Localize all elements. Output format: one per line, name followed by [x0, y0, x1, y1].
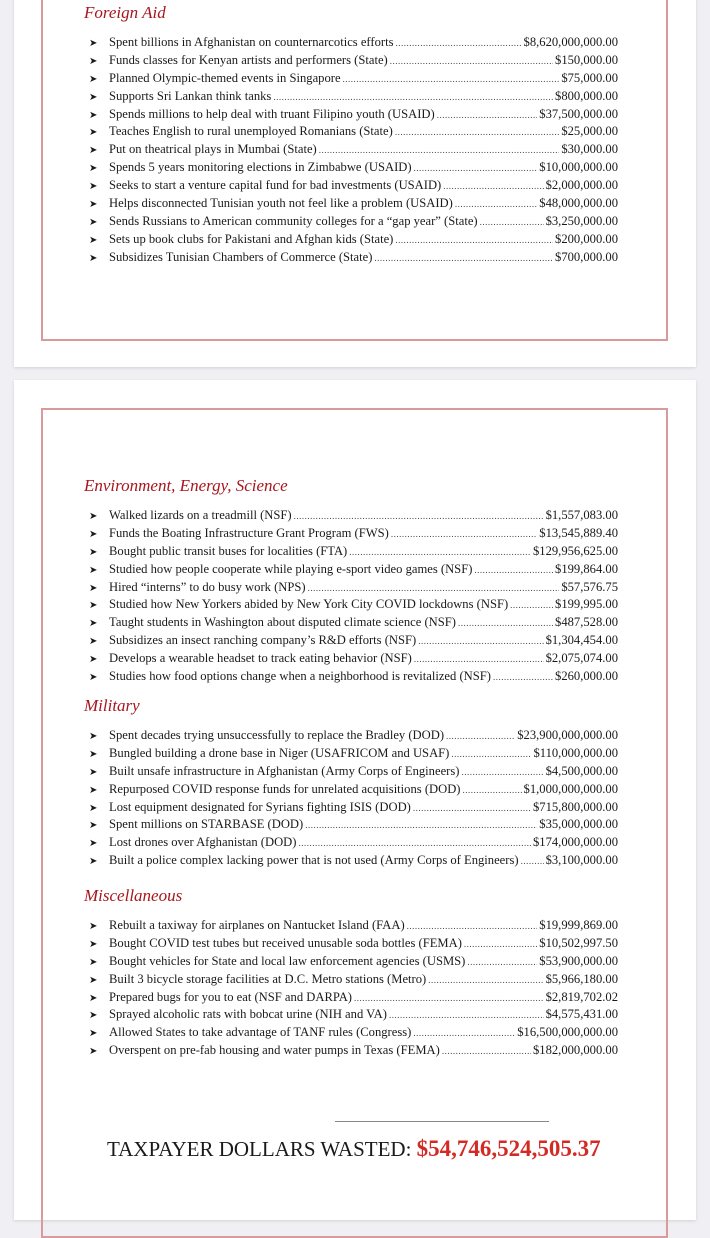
list-item: [84, 579, 618, 597]
arrow-bullet-icon: ➤: [89, 109, 98, 121]
item-label: Teaches English to rural unemployed Romanians (State): [109, 124, 393, 139]
item-amount: $75,000.00: [561, 70, 618, 85]
arrow-bullet-icon: ➤: [89, 163, 98, 175]
dot-leader: [308, 580, 560, 598]
item-amount: $2,075,074.00: [545, 651, 618, 666]
dot-leader: [451, 746, 531, 764]
arrow-bullet-icon: ➤: [89, 921, 98, 932]
item-label: Hired “interns” to do busy work (NPS): [109, 579, 306, 594]
item-label: Taught students in Washington about disputed climate science (NSF): [109, 615, 456, 630]
list-item: [84, 614, 618, 632]
arrow-bullet-icon: ➤: [89, 38, 98, 49]
dot-leader: [294, 508, 544, 526]
arrow-bullet-icon: ➤: [89, 91, 98, 103]
item-amount: $10,000,000.00: [539, 160, 618, 175]
arrow-bullet-icon: ➤: [89, 938, 98, 950]
arrow-bullet-icon: ➤: [89, 992, 98, 1004]
item-label: Helps disconnected Tunisian youth not feel like a problem (USAID): [109, 196, 453, 211]
list-item: [84, 561, 618, 579]
item-amount: $700,000.00: [555, 249, 618, 264]
arrow-bullet-icon: ➤: [89, 856, 98, 868]
dot-leader: [443, 178, 543, 196]
item-label: Repurposed COVID response funds for unrelated acquisitions (DOD): [109, 781, 461, 796]
list-item: [84, 745, 618, 763]
item-amount: $3,250,000.00: [545, 213, 618, 228]
item-amount: $30,000.00: [561, 142, 618, 157]
arrow-bullet-icon: ➤: [89, 181, 98, 193]
list-item: [84, 213, 618, 231]
item-amount: $182,000,000.00: [532, 1043, 618, 1058]
total-amount: $54,746,524,505.37: [416, 1136, 601, 1161]
list-item: [84, 596, 618, 614]
arrow-bullet-icon: ➤: [89, 216, 98, 228]
item-amount: $260,000.00: [555, 669, 618, 684]
item-label: Sprayed alcoholic rats with bobcat urine (NIH and VA): [109, 1007, 387, 1022]
item-amount: $5,966,180.00: [545, 971, 618, 986]
list-item: [84, 834, 618, 852]
arrow-bullet-icon: ➤: [89, 802, 98, 814]
dot-leader: [391, 526, 537, 544]
item-amount: $2,819,702.02: [545, 989, 618, 1004]
arrow-bullet-icon: ➤: [89, 820, 98, 832]
dot-leader: [305, 817, 537, 835]
list-item: [84, 632, 618, 650]
item-label: Built a police complex lacking power that is not used (Army Corps of Engineers): [109, 853, 519, 868]
item-amount: $800,000.00: [555, 88, 618, 103]
list-item: [84, 159, 618, 177]
total-label: TAXPAYER DOLLARS WASTED:: [107, 1137, 412, 1161]
dot-leader: [413, 1025, 515, 1043]
item-amount: $715,800,000.00: [532, 799, 618, 814]
dot-leader: [414, 651, 544, 669]
item-amount: $53,900,000.00: [539, 953, 618, 968]
section-heading: Military: [84, 696, 140, 715]
arrow-bullet-icon: ➤: [89, 55, 98, 67]
arrow-bullet-icon: ➤: [89, 731, 98, 742]
item-label: Put on theatrical plays in Mumbai (State): [109, 142, 317, 157]
item-amount: $8,620,000,000.00: [523, 35, 618, 49]
item-label: Spent millions on STARBASE (DOD): [109, 817, 304, 832]
arrow-bullet-icon: ➤: [89, 582, 98, 594]
item-amount: $174,000,000.00: [532, 835, 618, 850]
item-label: Spends millions to help deal with truant Filipino youth (USAID): [109, 106, 435, 121]
item-label: Spent billions in Afghanistan on counternarcotics efforts: [109, 35, 394, 49]
dot-leader: [374, 250, 553, 268]
list-item: [84, 177, 618, 195]
item-amount: $1,304,454.00: [545, 633, 618, 648]
arrow-bullet-icon: ➤: [89, 748, 98, 760]
item-label: Lost drones over Afghanistan (DOD): [109, 835, 297, 850]
dot-leader: [458, 615, 553, 633]
item-label: Allowed States to take advantage of TANF rules (Congress): [109, 1025, 412, 1040]
item-label: Supports Sri Lankan think tanks: [109, 88, 272, 103]
item-label: Funds classes for Kenyan artists and performers (State): [109, 52, 388, 67]
list-item: [84, 953, 618, 971]
dot-leader: [418, 633, 543, 651]
list-item: [84, 70, 618, 88]
arrow-bullet-icon: ➤: [89, 199, 98, 211]
dot-leader: [461, 764, 543, 782]
item-label: Lost equipment designated for Syrians fighting ISIS (DOD): [109, 799, 411, 814]
item-label: Funds the Boating Infrastructure Grant Program (FWS): [109, 525, 389, 540]
list-item: [84, 989, 618, 1007]
item-label: Overspent on pre-fab housing and water pumps in Texas (FEMA): [109, 1043, 440, 1058]
item-label: Sets up book clubs for Pakistani and Afghan kids (State): [109, 231, 394, 246]
item-amount: $110,000,000.00: [533, 745, 618, 760]
item-amount: $129,956,625.00: [532, 543, 618, 558]
arrow-bullet-icon: ➤: [89, 73, 98, 85]
arrow-bullet-icon: ➤: [89, 127, 98, 139]
list-item: [84, 727, 618, 745]
item-amount: $16,500,000,000.00: [517, 1025, 618, 1040]
item-amount: $199,995.00: [555, 597, 618, 612]
list-item: [84, 52, 618, 70]
arrow-bullet-icon: ➤: [89, 766, 98, 778]
section-heading: Miscellaneous: [84, 886, 183, 905]
dot-leader: [273, 89, 553, 107]
dot-leader: [413, 800, 531, 818]
dot-leader: [521, 853, 544, 871]
list-item: [84, 917, 618, 935]
dot-leader: [474, 562, 553, 580]
item-amount: $57,576.75: [561, 579, 618, 594]
dot-leader: [510, 597, 553, 615]
list-item: [84, 763, 618, 781]
list-item: [84, 781, 618, 799]
arrow-bullet-icon: ➤: [89, 838, 98, 850]
arrow-bullet-icon: ➤: [89, 546, 98, 558]
list-item: [84, 195, 618, 213]
item-amount: $1,000,000,000.00: [523, 781, 618, 796]
list-item: [84, 141, 618, 159]
arrow-bullet-icon: ➤: [89, 234, 98, 246]
item-label: Built 3 bicycle storage facilities at D.C. Metro stations (Metro): [109, 971, 427, 986]
section-heading: Environment, Energy, Science: [84, 476, 288, 495]
dot-leader: [395, 124, 560, 142]
list-item: [84, 1042, 618, 1060]
list-item: [84, 1006, 618, 1024]
dot-leader: [319, 142, 560, 160]
dot-leader: [354, 990, 544, 1008]
item-label: Bought vehicles for State and local law enforcement agencies (USMS): [109, 953, 466, 968]
item-amount: $13,545,889.40: [539, 525, 618, 540]
item-label: Bungled building a drone base in Niger (USAFRICOM and USAF): [109, 745, 450, 760]
dot-leader: [480, 214, 544, 232]
item-label: Spent decades trying unsuccessfully to replace the Bradley (DOD): [109, 728, 445, 742]
section-environment: [84, 475, 618, 686]
section-foreign-aid: [84, 2, 618, 267]
arrow-bullet-icon: ➤: [89, 636, 98, 648]
dot-leader: [442, 1043, 531, 1061]
section-miscellaneous: [84, 885, 618, 1060]
arrow-bullet-icon: ➤: [89, 974, 98, 986]
list-item: [84, 34, 618, 52]
list-item: [84, 231, 618, 249]
arrow-bullet-icon: ➤: [89, 618, 98, 630]
section-military: [84, 695, 618, 870]
item-amount: $150,000.00: [555, 52, 618, 67]
arrow-bullet-icon: ➤: [89, 511, 98, 522]
list-item: [84, 543, 618, 561]
item-amount: $19,999,869.00: [539, 918, 618, 932]
arrow-bullet-icon: ➤: [89, 1028, 98, 1040]
list-item: [84, 106, 618, 124]
arrow-bullet-icon: ➤: [89, 528, 98, 540]
item-amount: $199,864.00: [555, 561, 618, 576]
item-label: Planned Olympic-themed events in Singapore: [109, 70, 341, 85]
dot-leader: [389, 1007, 544, 1025]
item-amount: $10,502,997.50: [539, 935, 618, 950]
arrow-bullet-icon: ➤: [89, 956, 98, 968]
list-item: [84, 971, 618, 989]
arrow-bullet-icon: ➤: [89, 145, 98, 157]
signature-line: [335, 1121, 549, 1122]
list-item: [84, 507, 618, 525]
dot-leader: [343, 71, 560, 89]
arrow-bullet-icon: ➤: [89, 564, 98, 576]
item-amount: $35,000,000.00: [539, 817, 618, 832]
list-item: [84, 650, 618, 668]
item-amount: $487,528.00: [555, 615, 618, 630]
list-item: [84, 816, 618, 834]
arrow-bullet-icon: ➤: [89, 1046, 98, 1058]
dot-leader: [395, 35, 521, 53]
item-amount: $37,500,000.00: [539, 106, 618, 121]
item-amount: $2,000,000.00: [545, 178, 618, 193]
dot-leader: [428, 972, 543, 990]
item-label: Develops a wearable headset to track eating behavior (NSF): [109, 651, 412, 666]
list-item: [84, 799, 618, 817]
item-label: Bought public transit buses for localities (FTA): [109, 543, 348, 558]
arrow-bullet-icon: ➤: [89, 1010, 98, 1022]
total-line: [107, 1136, 601, 1162]
arrow-bullet-icon: ➤: [89, 252, 98, 264]
dot-leader: [437, 107, 538, 125]
list-item: [84, 249, 618, 267]
item-label: Seeks to start a venture capital fund for bad investments (USAID): [109, 178, 442, 193]
dot-leader: [414, 160, 538, 178]
list-item: [84, 525, 618, 543]
section-heading: Foreign Aid: [84, 3, 166, 22]
dot-leader: [464, 936, 537, 954]
item-amount: $48,000,000.00: [539, 196, 618, 211]
arrow-bullet-icon: ➤: [89, 600, 98, 612]
dot-leader: [446, 728, 515, 746]
item-label: Studied how New Yorkers abided by New York City COVID lockdowns (NSF): [109, 597, 509, 612]
item-label: Spends 5 years monitoring elections in Zimbabwe (USAID): [109, 160, 412, 175]
item-amount: $4,575,431.00: [545, 1007, 618, 1022]
item-label: Built unsafe infrastructure in Afghanistan (Army Corps of Engineers): [109, 763, 460, 778]
dot-leader: [467, 954, 537, 972]
item-label: Sends Russians to American community colleges for a “gap year” (State): [109, 213, 478, 228]
item-label: Walked lizards on a treadmill (NSF): [109, 508, 292, 522]
dot-leader: [349, 544, 531, 562]
item-label: Studied how people cooperate while playing e-sport video games (NSF): [109, 561, 473, 576]
list-item: [84, 668, 618, 686]
dot-leader: [493, 669, 553, 687]
item-label: Rebuilt a taxiway for airplanes on Nantucket Island (FAA): [109, 918, 405, 932]
item-amount: $200,000.00: [555, 231, 618, 246]
item-amount: $1,557,083.00: [545, 508, 618, 522]
dot-leader: [455, 196, 537, 214]
arrow-bullet-icon: ➤: [89, 784, 98, 796]
dot-leader: [390, 53, 553, 71]
dot-leader: [463, 782, 522, 800]
item-amount: $4,500,000.00: [545, 763, 618, 778]
item-amount: $25,000.00: [561, 124, 618, 139]
dot-leader: [298, 835, 531, 853]
list-item: [84, 88, 618, 106]
arrow-bullet-icon: ➤: [89, 654, 98, 666]
arrow-bullet-icon: ➤: [89, 672, 98, 684]
list-item: [84, 935, 618, 953]
dot-leader: [395, 232, 553, 250]
list-item: [84, 123, 618, 141]
list-item: [84, 852, 618, 870]
item-label: Bought COVID test tubes but received unusable soda bottles (FEMA): [109, 935, 462, 950]
dot-leader: [407, 918, 538, 936]
item-label: Prepared bugs for you to eat (NSF and DARPA): [109, 989, 352, 1004]
list-item: [84, 1024, 618, 1042]
item-label: Studies how food options change when a neighborhood is revitalized (NSF): [109, 669, 491, 684]
item-amount: $23,900,000,000.00: [517, 728, 618, 742]
item-label: Subsidizes Tunisian Chambers of Commerce (State): [109, 249, 373, 264]
item-label: Subsidizes an insect ranching company’s R&D efforts (NSF): [109, 633, 417, 648]
item-amount: $3,100,000.00: [545, 853, 618, 868]
